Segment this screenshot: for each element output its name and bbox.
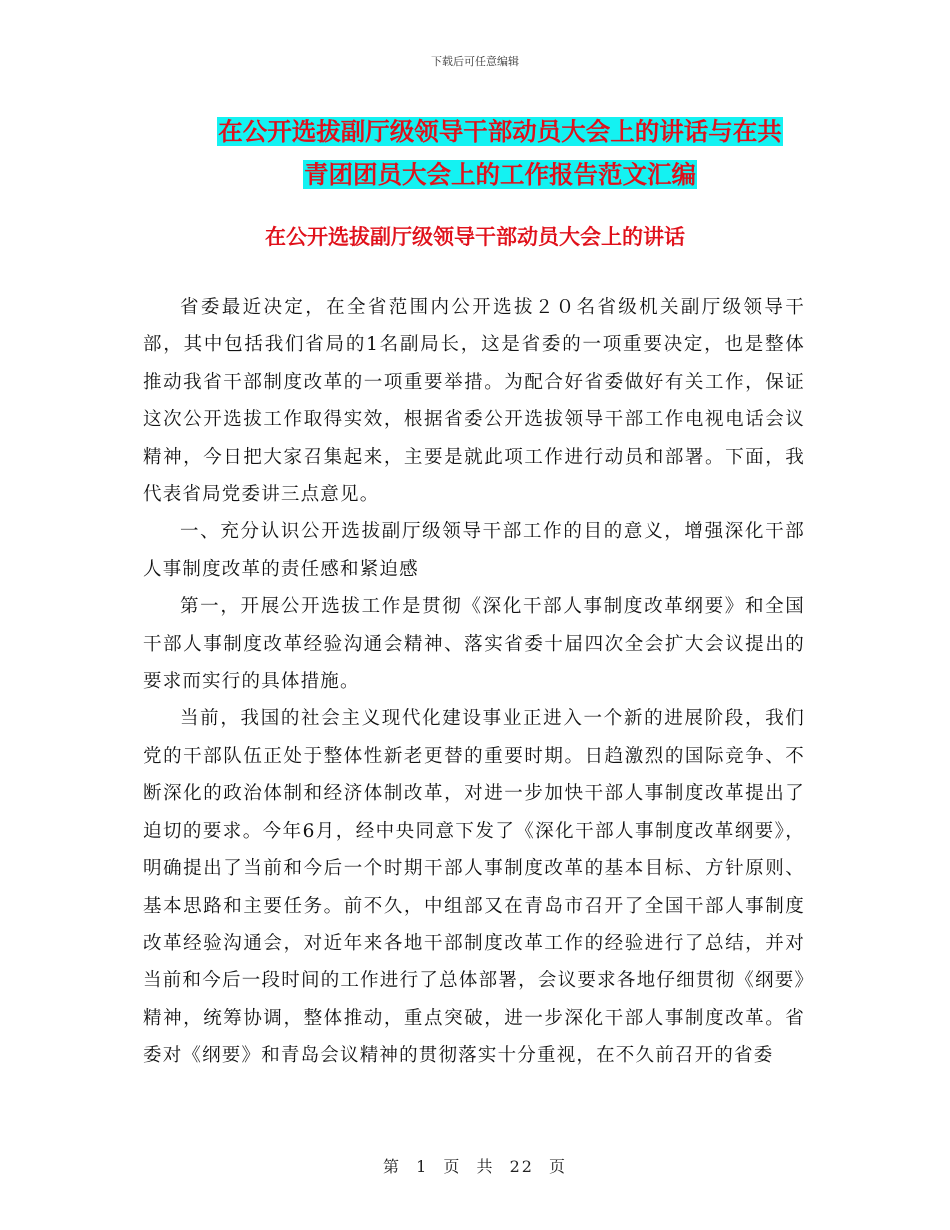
footer-total-prefix: 共 <box>476 1157 495 1176</box>
paragraph: 一、充分认识公开选拔副厅级领导干部工作的目的意义，增强深化干部人事制度改革的责任感和紧迫感 <box>143 521 805 580</box>
page-number: 1 <box>416 1157 429 1176</box>
page-header-note: 下载后可任意编辑 <box>431 55 519 68</box>
page-footer <box>0 1154 950 1177</box>
footer-middle: 页 <box>443 1157 462 1176</box>
document-body <box>143 289 805 1075</box>
footer-suffix: 页 <box>549 1157 568 1176</box>
paragraph: 第一，开展公开选拔工作是贯彻《深化干部人事制度改革纲要》和全国干部人事制度改革经验沟通会精神、落实省委十届四次全会扩大会议提出的要求而实行的具体措施。 <box>143 596 805 693</box>
section-title: 在公开选拔副厅级领导干部动员大会上的讲话 <box>265 225 685 249</box>
page-total: 22 <box>509 1157 534 1176</box>
document-title-line-1: 在公开选拔副厅级领导干部动员大会上的讲话与在共 <box>218 117 782 146</box>
footer-prefix: 第 <box>382 1157 401 1176</box>
document-title <box>180 110 820 196</box>
paragraph: 省委最近决定，在全省范围内公开选拔２０名省级机关副厅级领导干部，其中包括我们省局的1名副局长，这是省委的一项重要决定，也是整体推动我省干部制度改革的一项重要举措。为配合好省委做好有关工作，保证这次公开选拔工作取得实效，根据省委公开选拔领导干部工作电视电话会议精神，今日把大家召集起来，主要是就此项工作进行动员和部署。下面，我代表省局党委讲三点意见。 <box>143 297 805 506</box>
document-title-line-2: 青团团员大会上的工作报告范文汇编 <box>304 160 696 189</box>
paragraph: 当前，我国的社会主义现代化建设事业正进入一个新的进展阶段，我们党的干部队伍正处于整体性新老更替的重要时期。日趋激烈的国际竞争、不断深化的政治体制和经济体制改革，对进一步加快干部人事制度改革提出了迫切的要求。今年6月，经中央同意下发了《深化干部人事制度改革纲要》，明确提出了当前和今后一个时期干部人事制度改革的基本目标、方针原则、基本思路和主要任务。前不久，中组部又在青岛市召开了全国干部人事制度改革经验沟通会，对近年来各地干部制度改革工作的经验进行了总结，并对当前和今后一段时间的工作进行了总体部署，会议要求各地仔细贯彻《纲要》精神，统筹协调，整体推动，重点突破，进一步深化干部人事制度改革。省委对《纲要》和青岛会议精神的贯彻落实十分重视，在不久前召开的省委 <box>143 708 805 1067</box>
